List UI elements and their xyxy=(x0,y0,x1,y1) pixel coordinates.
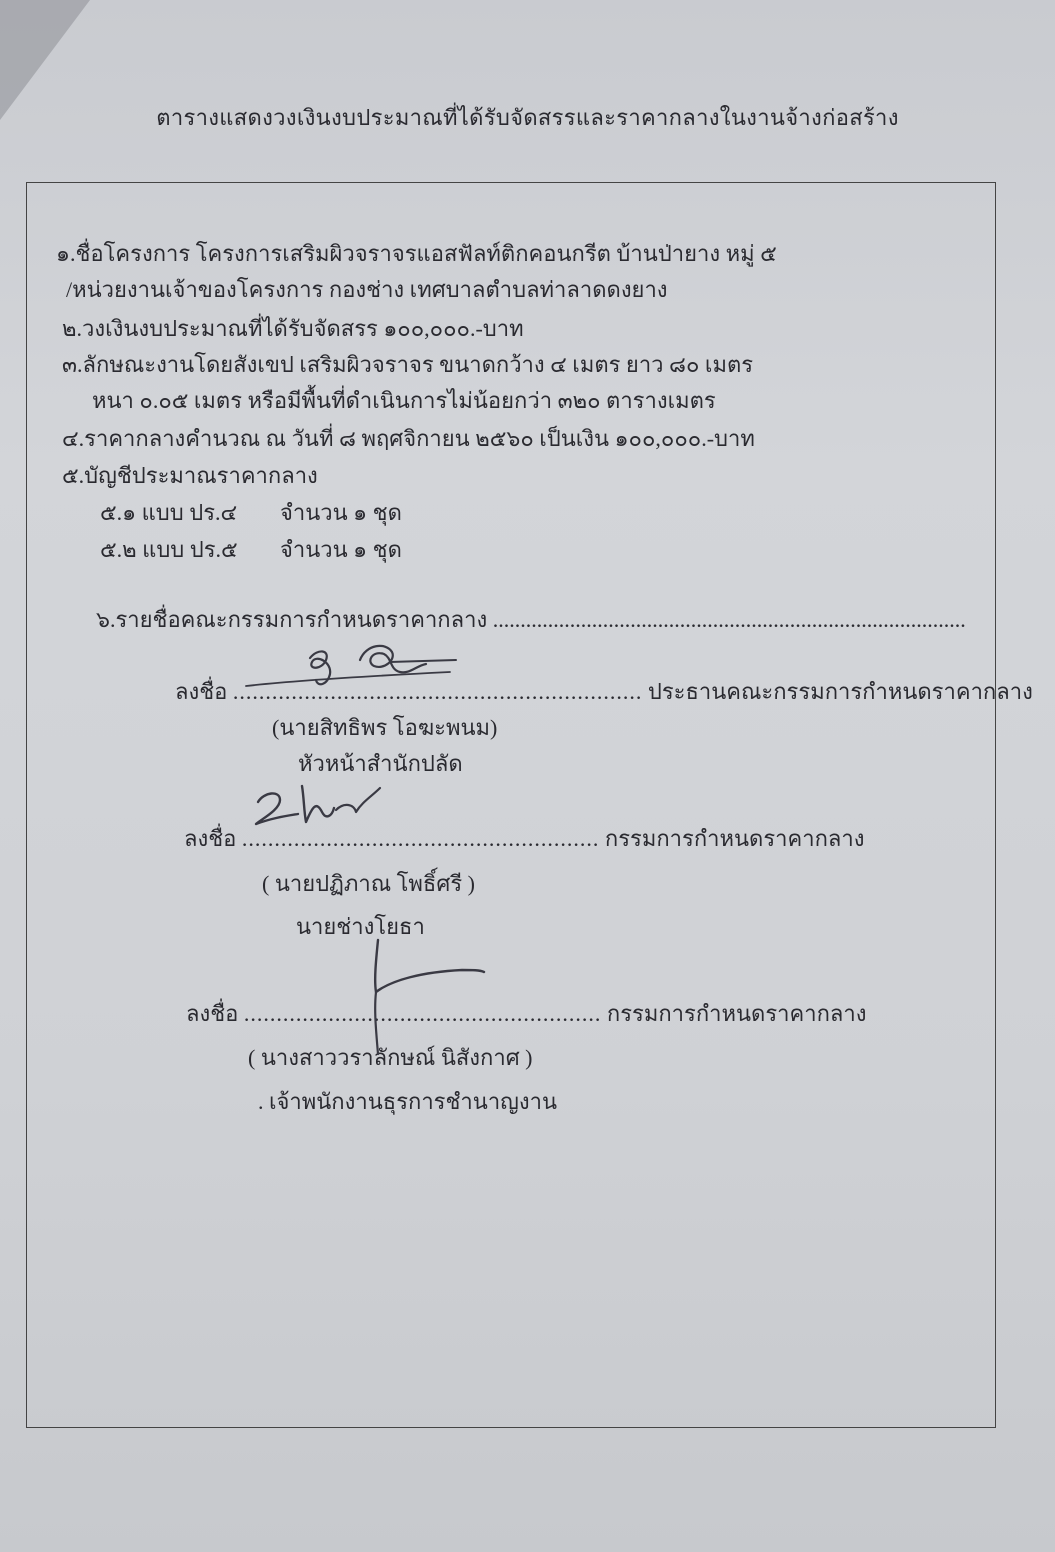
sign-label: ลงชื่อ xyxy=(184,826,237,851)
item-5-price-list: ๕.บัญชีประมาณราคากลาง xyxy=(62,463,318,488)
signatory-1-name: (นายสิทธิพร โอฆะพนม) xyxy=(272,715,498,740)
signature-block-2 xyxy=(184,821,864,856)
item-2-budget: ๒.วงเงินงบประมาณที่ได้รับจัดสรร ๑๐๐,๐๐๐.-บาท xyxy=(62,316,524,341)
item-3-description-cont: หนา ๐.๐๕ เมตร หรือมีพื้นที่ดำเนินการไม่น้อยกว่า ๓๒๐ ตารางเมตร xyxy=(92,388,716,413)
sign-label: ลงชื่อ xyxy=(175,679,228,704)
signatory-3-position: . เจ้าพนักงานธุรการชำนาญงาน xyxy=(258,1089,558,1114)
chair-role: ประธานคณะกรรมการกำหนดราคากลาง xyxy=(647,679,1033,704)
item-1-owner-agency: /หน่วยงานเจ้าของโครงการ กองช่าง เทศบาลตำบลท่าลาดดงยาง xyxy=(66,277,668,302)
signature-block-3 xyxy=(186,996,866,1031)
signatory-1-position: หัวหน้าสำนักปลัด xyxy=(298,751,463,776)
signature-block-1 xyxy=(175,674,1033,709)
item-5-2-quantity: จำนวน ๑ ชุด xyxy=(280,537,402,562)
item-5-1-form: ๕.๑ แบบ ปร.๔ xyxy=(100,500,238,525)
item-5-2-form: ๕.๒ แบบ ปร.๕ xyxy=(100,537,238,562)
signatory-3-name: ( นางสาววราลักษณ์ นิสังกาศ ) xyxy=(248,1045,533,1070)
signature-line: ....................................................... xyxy=(241,826,600,851)
committee-role: กรรมการกำหนดราคากลาง xyxy=(606,1001,867,1026)
document-title: ตารางแสดงวงเงินงบประมาณที่ได้รับจัดสรรและราคากลางในงานจ้างก่อสร้าง xyxy=(156,105,899,130)
item-5-1-quantity: จำนวน ๑ ชุด xyxy=(280,500,402,525)
signatory-2-name: ( นายปฏิภาณ โพธิ์ศรี ) xyxy=(262,871,475,896)
item-6-committee: ๖.รายชื่อคณะกรรมการกำหนดราคากลาง ...................................................................................... xyxy=(96,607,966,632)
signature-line: ....................................................... xyxy=(243,1001,602,1026)
committee-role: กรรมการกำหนดราคากลาง xyxy=(604,826,865,851)
item-4-median-price: ๔.ราคากลางคำนวณ ณ วันที่ ๘ พฤศจิกายน ๒๕๖๐ เป็นเงิน ๑๐๐,๐๐๐.-บาท xyxy=(62,426,755,451)
sign-label: ลงชื่อ xyxy=(186,1001,239,1026)
signature-line: ............................................................... xyxy=(232,679,643,704)
item-1-project-name: ๑.ชื่อโครงการ โครงการเสริมผิวจราจรแอสฟัลท์ติกคอนกรีต บ้านป่ายาง หมู่ ๕ xyxy=(56,241,777,266)
signatory-2-position: นายช่างโยธา xyxy=(296,914,425,939)
item-3-description: ๓.ลักษณะงานโดยสังเขป เสริมผิวจราจร ขนาดกว้าง ๔ เมตร ยาว ๘๐ เมตร xyxy=(62,352,754,377)
